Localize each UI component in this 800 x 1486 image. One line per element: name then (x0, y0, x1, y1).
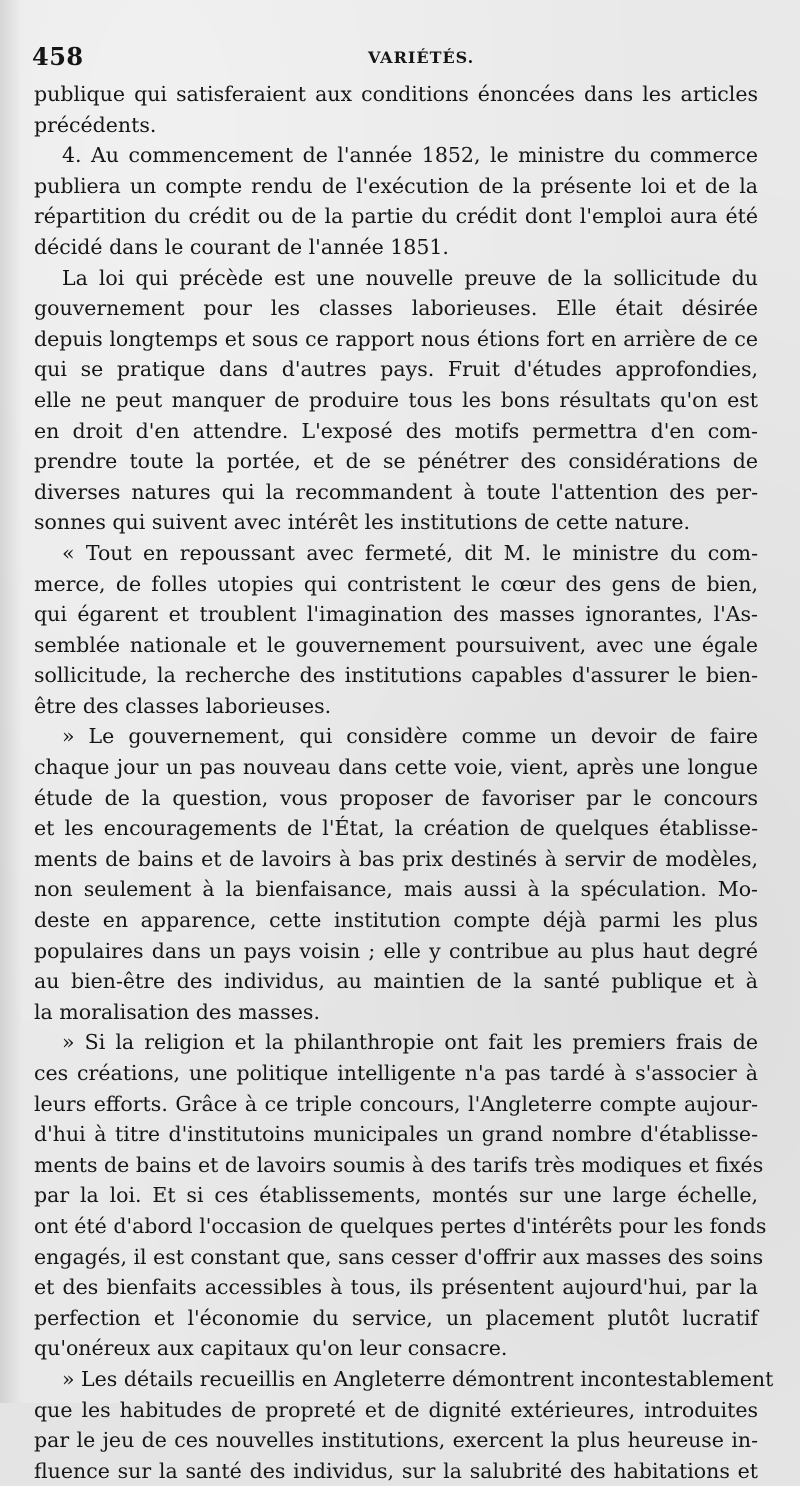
text-line: populaires dans un pays voisin ; elle y contribue au plus haut degré (34, 938, 758, 963)
text-line: répartition du crédit ou de la partie du crédit dont l'emploi aura été (34, 204, 758, 229)
text-line: par la loi. Et si ces établissements, montés sur une large échelle, (34, 1183, 758, 1208)
text-line: » Les détails recueillis en Angleterre démontrent incontestablement (62, 1366, 774, 1391)
text-line: elle ne peut manquer de produire tous les bons résultats qu'on est (34, 387, 758, 412)
text-line: La loi qui précède est une nouvelle preuve de la sollicitude du (62, 265, 758, 290)
text-line: semblée nationale et le gouvernement poursuivent, avec une égale (34, 632, 758, 657)
text-line: prendre toute la portée, et de se pénétrer des considérations de (34, 449, 758, 474)
text-line: depuis longtemps et sous ce rapport nous étions fort en arrière de ce (34, 326, 758, 351)
text-line: diverses natures qui la recommandent à toute l'attention des per- (34, 479, 758, 504)
text-line: fluence sur la santé des individus, sur la salubrité des habitations et (34, 1458, 758, 1483)
text-line: décidé dans le courant de l'année 1851. (34, 234, 449, 259)
text-line: et des bienfaits accessibles à tous, ils présentent aujourd'hui, par la (34, 1275, 758, 1300)
text-line: et les encouragements de l'État, la création de quelques établisse- (34, 816, 758, 841)
text-line: au bien-être des individus, au maintien de la santé publique et à (34, 969, 758, 994)
text-line: publiera un compte rendu de l'exécution de la présente loi et de la (34, 173, 758, 198)
text-line: » Le gouvernement, qui considère comme un devoir de faire (62, 724, 758, 749)
text-line: ments de bains et de lavoirs soumis à des tarifs très modiques et fixés (34, 1152, 764, 1177)
text-line: gouvernement pour les classes laborieuses. Elle était désirée (34, 296, 758, 321)
text-line: sonnes qui suivent avec intérêt les institutions de cette nature. (34, 510, 690, 535)
text-line: précédents. (34, 112, 157, 137)
text-line: deste en apparence, cette institution compte déjà parmi les plus (34, 908, 758, 933)
text-line: étude de la question, vous proposer de favoriser par le concours (34, 785, 758, 810)
text-line: en droit d'en attendre. L'exposé des motifs permettra d'en com- (34, 418, 758, 443)
text-line: sollicitude, la recherche des institutions capables d'assurer le bien- (34, 663, 758, 688)
text-line: non seulement à la bienfaisance, mais aussi à la spéculation. Mo- (34, 877, 758, 902)
text-line: leurs efforts. Grâce à ce triple concours, l'Angleterre compte aujour- (34, 1091, 758, 1116)
text-line: ments de bains et de lavoirs à bas prix destinés à servir de modèles, (34, 846, 758, 871)
running-head: VARIÉTÉS. (368, 48, 475, 67)
text-line: ces créations, une politique intelligente n'a pas tardé à s'associer à (34, 1061, 758, 1085)
text-line: d'hui à titre d'institutoins municipales un grand nombre d'établisse- (34, 1122, 758, 1147)
text-line: qui égarent et troublent l'imagination des masses ignorantes, l'As- (34, 602, 758, 627)
text-line: être des classes laborieuses. (34, 693, 332, 718)
text-line: qui se pratique dans d'autres pays. Fruit d'études approfondies, (34, 357, 758, 382)
page-number: 458 (32, 42, 84, 71)
text-line: merce, de folles utopies qui contristent le cœur des gens de bien, (34, 571, 758, 596)
text-line: perfection et l'économie du service, un placement plutôt lucratif (34, 1305, 758, 1330)
text-line: ont été d'abord l'occasion de quelques pertes d'intérêts pour les fonds (34, 1213, 767, 1238)
text-line: la moralisation des masses. (34, 999, 320, 1024)
text-line: 4. Au commencement de l'année 1852, le ministre du commerce (62, 143, 758, 168)
text-line: » Si la religion et la philanthropie ont fait les premiers frais de (62, 1030, 758, 1055)
page-header (32, 42, 760, 78)
text-line: qu'onéreux aux capitaux qu'on leur consacre. (34, 1336, 508, 1361)
body-text (34, 79, 774, 1486)
text-line: engagés, il est constant que, sans cesser d'offrir aux masses des soins (34, 1244, 764, 1269)
gutter-shadow (0, 0, 22, 1403)
text-line: que les habitudes de propreté et de dignité extérieures, introduites (34, 1397, 758, 1422)
text-line: « Tout en repoussant avec fermeté, dit M. le ministre du com- (62, 540, 758, 565)
text-line: chaque jour un pas nouveau dans cette voie, vient, après une longue (34, 755, 758, 780)
text-line: publique qui satisferaient aux conditions énoncées dans les articles (34, 82, 758, 106)
text-line: par le jeu de ces nouvelles institutions, exercent la plus heureuse in- (34, 1428, 758, 1453)
